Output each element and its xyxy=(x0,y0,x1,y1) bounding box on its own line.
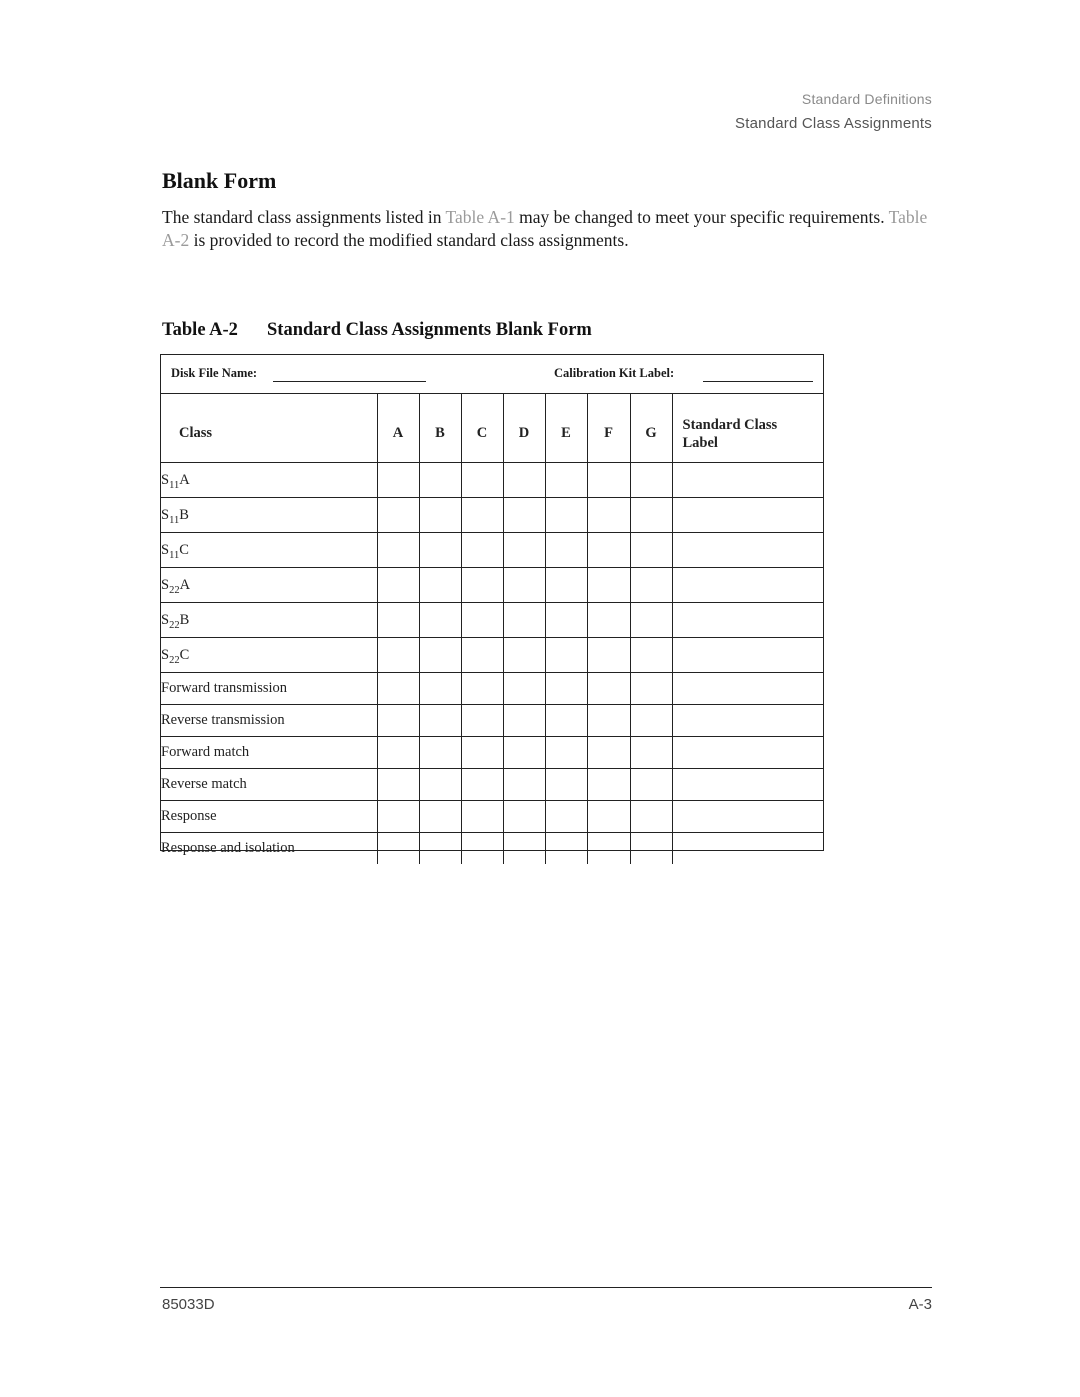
class-base: S xyxy=(161,646,170,663)
class-base: S xyxy=(161,611,170,628)
running-header-subsection: Standard Class Assignments xyxy=(735,115,932,132)
entry-cell-c[interactable] xyxy=(461,673,503,705)
row-class-label xyxy=(161,533,377,568)
entry-cell-e[interactable] xyxy=(545,705,587,737)
row-class-label: Reverse match xyxy=(161,769,377,801)
class-suffix: A xyxy=(179,576,191,593)
entry-cell-e[interactable] xyxy=(545,533,587,568)
entry-cell-f[interactable] xyxy=(587,603,630,638)
footer-rule xyxy=(160,1287,932,1288)
entry-cell-c[interactable] xyxy=(461,769,503,801)
entry-cell-e[interactable] xyxy=(545,638,587,673)
entry-cell-g[interactable] xyxy=(630,568,672,603)
entry-cell-b[interactable] xyxy=(419,568,461,603)
entry-cell-a[interactable] xyxy=(377,603,419,638)
entry-cell-standard-class-label[interactable] xyxy=(672,568,823,603)
entry-cell-standard-class-label[interactable] xyxy=(672,463,823,498)
entry-cell-a[interactable] xyxy=(377,737,419,769)
entry-cell-d[interactable] xyxy=(503,801,545,833)
entry-cell-c[interactable] xyxy=(461,498,503,533)
entry-cell-d[interactable] xyxy=(503,638,545,673)
entry-cell-g[interactable] xyxy=(630,533,672,568)
column-header-class: Class xyxy=(161,393,377,463)
class-subscript: 11 xyxy=(169,549,180,561)
class-suffix: B xyxy=(179,611,190,628)
column-header-f: F xyxy=(587,393,630,463)
class-suffix: C xyxy=(179,541,189,558)
running-header-section: Standard Definitions xyxy=(801,91,932,107)
disk-file-name-field[interactable] xyxy=(273,381,426,382)
column-header-standard-class-label xyxy=(672,393,823,463)
class-suffix: C xyxy=(179,646,190,663)
class-subscript: 11 xyxy=(169,514,180,526)
row-class-label xyxy=(161,568,377,603)
entry-cell-b[interactable] xyxy=(419,533,461,568)
row-class-label xyxy=(161,638,377,673)
entry-cell-d[interactable] xyxy=(503,737,545,769)
table-header-row xyxy=(161,393,823,463)
entry-cell-f[interactable] xyxy=(587,705,630,737)
table-a2-link[interactable]: Table A-2 xyxy=(162,207,928,250)
table-row xyxy=(161,769,823,801)
entry-cell-d[interactable] xyxy=(503,533,545,568)
calibration-kit-label-field[interactable] xyxy=(703,381,813,382)
entry-cell-e[interactable] xyxy=(545,498,587,533)
table-caption-text: Standard Class Assignments Blank Form xyxy=(267,320,592,340)
entry-cell-a[interactable] xyxy=(377,463,419,498)
table-row xyxy=(161,673,823,705)
entry-cell-g[interactable] xyxy=(630,638,672,673)
footer-model-number: 85033D xyxy=(162,1296,215,1313)
table-row xyxy=(161,638,823,673)
entry-cell-c[interactable] xyxy=(461,801,503,833)
intro-text-1: The standard class assignments listed in xyxy=(162,207,446,227)
row-class-label: Response and isolation xyxy=(161,833,377,865)
entry-cell-f[interactable] xyxy=(587,801,630,833)
footer-page-number: A-3 xyxy=(908,1296,932,1313)
entry-cell-f[interactable] xyxy=(587,638,630,673)
section-title: Blank Form xyxy=(162,168,277,193)
table-caption xyxy=(162,320,592,341)
entry-cell-standard-class-label[interactable] xyxy=(672,603,823,638)
entry-cell-d[interactable] xyxy=(503,673,545,705)
entry-cell-f[interactable] xyxy=(587,463,630,498)
entry-cell-b[interactable] xyxy=(419,673,461,705)
class-subscript: 22 xyxy=(169,584,180,596)
entry-cell-g[interactable] xyxy=(630,498,672,533)
row-class-label: Forward match xyxy=(161,737,377,769)
entry-cell-d[interactable] xyxy=(503,603,545,638)
entry-cell-f[interactable] xyxy=(587,833,630,865)
table-row xyxy=(161,833,823,865)
entry-cell-c[interactable] xyxy=(461,533,503,568)
entry-cell-standard-class-label[interactable] xyxy=(672,833,823,865)
column-header-standard-class-label-line2: Label xyxy=(682,434,718,451)
entry-cell-b[interactable] xyxy=(419,463,461,498)
intro-paragraph xyxy=(162,206,932,252)
entry-cell-d[interactable] xyxy=(503,463,545,498)
entry-cell-standard-class-label[interactable] xyxy=(672,533,823,568)
entry-cell-d[interactable] xyxy=(503,568,545,603)
entry-cell-d[interactable] xyxy=(503,769,545,801)
entry-cell-b[interactable] xyxy=(419,769,461,801)
entry-cell-c[interactable] xyxy=(461,638,503,673)
entry-cell-e[interactable] xyxy=(545,737,587,769)
entry-cell-standard-class-label[interactable] xyxy=(672,801,823,833)
entry-cell-a[interactable] xyxy=(377,801,419,833)
table-row xyxy=(161,737,823,769)
entry-cell-b[interactable] xyxy=(419,833,461,865)
entry-cell-standard-class-label[interactable] xyxy=(672,638,823,673)
row-class-label xyxy=(161,463,377,498)
table-row xyxy=(161,463,823,498)
class-subscript: 22 xyxy=(169,619,180,631)
row-class-label: Response xyxy=(161,801,377,833)
column-header-c: C xyxy=(461,393,503,463)
table-caption-number: Table A-2 xyxy=(162,320,238,340)
entry-cell-g[interactable] xyxy=(630,673,672,705)
table-a1-link[interactable]: Table A-1 xyxy=(445,207,515,227)
column-header-g: G xyxy=(630,393,672,463)
entry-cell-a[interactable] xyxy=(377,769,419,801)
entry-cell-b[interactable] xyxy=(419,705,461,737)
entry-cell-f[interactable] xyxy=(587,737,630,769)
entry-cell-standard-class-label[interactable] xyxy=(672,769,823,801)
entry-cell-g[interactable] xyxy=(630,801,672,833)
class-suffix: B xyxy=(179,506,189,523)
entry-cell-g[interactable] xyxy=(630,737,672,769)
row-class-label xyxy=(161,603,377,638)
entry-cell-standard-class-label[interactable] xyxy=(672,737,823,769)
table-row xyxy=(161,603,823,638)
entry-cell-e[interactable] xyxy=(545,603,587,638)
entry-cell-g[interactable] xyxy=(630,769,672,801)
entry-cell-b[interactable] xyxy=(419,603,461,638)
entry-cell-a[interactable] xyxy=(377,568,419,603)
column-header-d: D xyxy=(503,393,545,463)
entry-cell-a[interactable] xyxy=(377,533,419,568)
column-header-b: B xyxy=(419,393,461,463)
blank-form xyxy=(160,354,824,856)
table-row xyxy=(161,568,823,603)
entry-cell-f[interactable] xyxy=(587,769,630,801)
entry-cell-standard-class-label[interactable] xyxy=(672,705,823,737)
class-base: S xyxy=(161,541,170,558)
entry-cell-a[interactable] xyxy=(377,638,419,673)
table-row xyxy=(161,801,823,833)
column-header-standard-class-label-line1: Standard Class xyxy=(682,416,778,433)
entry-cell-d[interactable] xyxy=(503,705,545,737)
intro-text-3: is provided to record the modified standard class assignments. xyxy=(189,230,629,250)
entry-cell-e[interactable] xyxy=(545,673,587,705)
entry-cell-e[interactable] xyxy=(545,833,587,865)
disk-file-name-label: Disk File Name: xyxy=(171,366,258,380)
entry-cell-f[interactable] xyxy=(587,498,630,533)
row-class-label: Forward transmission xyxy=(161,673,377,705)
row-class-label xyxy=(161,498,377,533)
entry-cell-b[interactable] xyxy=(419,498,461,533)
class-subscript: 11 xyxy=(169,479,180,491)
entry-cell-c[interactable] xyxy=(461,603,503,638)
entry-cell-c[interactable] xyxy=(461,463,503,498)
entry-cell-e[interactable] xyxy=(545,463,587,498)
class-base: S xyxy=(161,576,170,593)
column-header-e: E xyxy=(545,393,587,463)
intro-text-2: may be changed to meet your specific requirements. xyxy=(514,207,889,227)
table-row xyxy=(161,498,823,533)
entry-cell-e[interactable] xyxy=(545,769,587,801)
entry-cell-c[interactable] xyxy=(461,833,503,865)
class-assignment-table xyxy=(161,393,823,864)
entry-cell-a[interactable] xyxy=(377,705,419,737)
column-header-a: A xyxy=(377,393,419,463)
class-suffix: A xyxy=(179,471,190,488)
entry-cell-standard-class-label[interactable] xyxy=(672,673,823,705)
entry-cell-g[interactable] xyxy=(630,705,672,737)
entry-cell-a[interactable] xyxy=(377,673,419,705)
entry-cell-a[interactable] xyxy=(377,833,419,865)
entry-cell-g[interactable] xyxy=(630,603,672,638)
entry-cell-d[interactable] xyxy=(503,833,545,865)
entry-cell-f[interactable] xyxy=(587,568,630,603)
class-subscript: 22 xyxy=(169,654,180,666)
entry-cell-f[interactable] xyxy=(587,533,630,568)
entry-cell-g[interactable] xyxy=(630,833,672,865)
entry-cell-c[interactable] xyxy=(461,705,503,737)
entry-cell-d[interactable] xyxy=(503,498,545,533)
entry-cell-e[interactable] xyxy=(545,568,587,603)
calibration-kit-label-label: Calibration Kit Label: xyxy=(554,366,675,380)
form-top-bar xyxy=(161,355,823,394)
entry-cell-g[interactable] xyxy=(630,463,672,498)
entry-cell-e[interactable] xyxy=(545,801,587,833)
class-base: S xyxy=(161,471,170,488)
entry-cell-f[interactable] xyxy=(587,673,630,705)
class-base: S xyxy=(161,506,170,523)
table-row xyxy=(161,705,823,737)
entry-cell-c[interactable] xyxy=(461,568,503,603)
table-row xyxy=(161,533,823,568)
entry-cell-b[interactable] xyxy=(419,801,461,833)
entry-cell-c[interactable] xyxy=(461,737,503,769)
entry-cell-standard-class-label[interactable] xyxy=(672,498,823,533)
entry-cell-b[interactable] xyxy=(419,737,461,769)
entry-cell-a[interactable] xyxy=(377,498,419,533)
row-class-label: Reverse transmission xyxy=(161,705,377,737)
entry-cell-b[interactable] xyxy=(419,638,461,673)
